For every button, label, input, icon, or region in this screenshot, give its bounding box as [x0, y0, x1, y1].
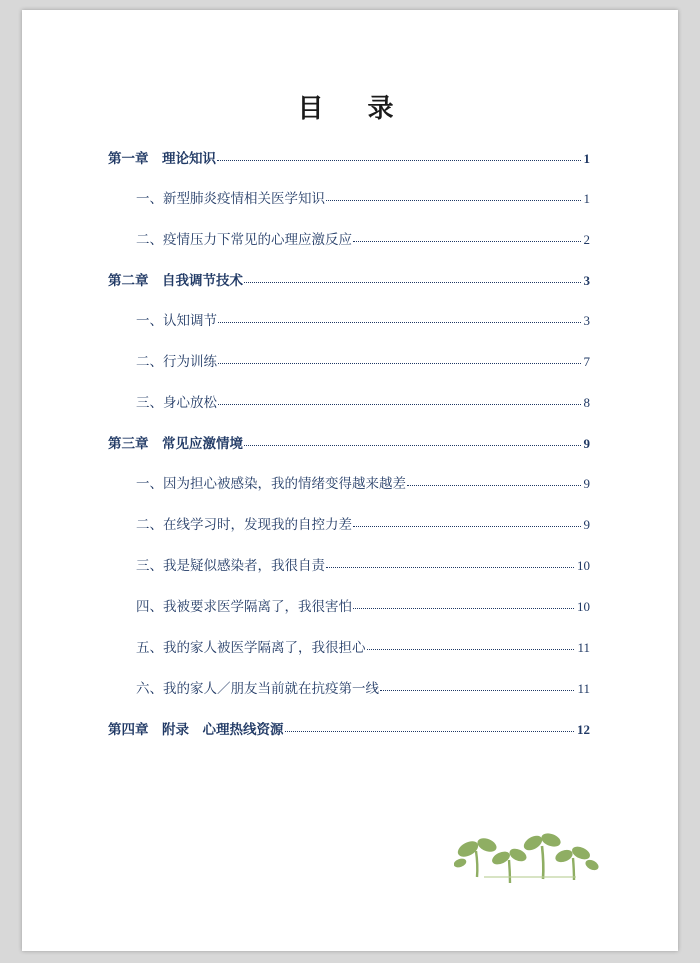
toc-entry[interactable]	[108, 309, 590, 329]
toc-entry-label: 第二章 自我调节技术	[108, 273, 243, 288]
toc-leader-dots	[218, 362, 581, 364]
toc-entry[interactable]	[108, 513, 590, 533]
toc-entry-label: 第四章 附录 心理热线资源	[108, 722, 284, 737]
toc-leader-dots	[326, 566, 574, 568]
toc-leader-dots	[217, 159, 581, 161]
toc-entry[interactable]	[108, 147, 590, 167]
toc-entry-page: 10	[577, 599, 590, 614]
toc-entry[interactable]	[108, 228, 590, 248]
toc-leader-dots	[367, 648, 575, 650]
toc-leader-dots	[380, 689, 574, 691]
toc-entry-page: 3	[583, 273, 590, 288]
toc-entry-label: 三、我是疑似感染者，我很自责	[136, 558, 325, 573]
toc-entry-label: 五、我的家人被医学隔离了，我很担心	[136, 640, 366, 655]
toc-entry-page: 2	[583, 232, 590, 247]
toc-entry-page: 9	[583, 436, 590, 451]
toc-leader-dots	[285, 730, 575, 732]
toc-entry-label: 一、认知调节	[136, 313, 217, 328]
toc-entry-page: 9	[583, 517, 590, 532]
toc-leader-dots	[407, 484, 581, 486]
toc-entry[interactable]	[108, 350, 590, 370]
sprout-illustration	[454, 825, 604, 887]
toc-entry-page: 12	[577, 722, 590, 737]
toc-entry-page: 8	[583, 395, 590, 410]
document-page	[22, 10, 678, 951]
toc-entry[interactable]	[108, 677, 590, 697]
toc-entry[interactable]	[108, 554, 590, 574]
toc-entry-label: 四、我被要求医学隔离了，我很害怕	[136, 599, 352, 614]
page-content	[22, 10, 678, 758]
toc-leader-dots	[244, 444, 581, 446]
toc-entry-page: 1	[583, 191, 590, 206]
toc-entry-label: 三、身心放松	[136, 395, 217, 410]
toc-entry-page: 11	[577, 640, 590, 655]
toc-leader-dots	[353, 525, 581, 527]
toc-entry[interactable]	[108, 472, 590, 492]
toc-entry-page: 1	[583, 151, 590, 166]
toc-entry-label: 第一章 理论知识	[108, 151, 216, 166]
toc-entry-label: 二、疫情压力下常见的心理应激反应	[136, 232, 352, 247]
toc-entry-label: 六、我的家人／朋友当前就在抗疫第一线	[136, 681, 379, 696]
toc-entry[interactable]	[108, 432, 590, 452]
table-of-contents	[22, 147, 678, 738]
toc-entry-label: 一、新型肺炎疫情相关医学知识	[136, 191, 325, 206]
toc-leader-dots	[218, 321, 581, 323]
toc-leader-dots	[353, 240, 581, 242]
toc-entry[interactable]	[108, 269, 590, 289]
toc-entry[interactable]	[108, 636, 590, 656]
toc-leader-dots	[353, 607, 574, 609]
toc-entry-label: 第三章 常见应激情境	[108, 436, 243, 451]
page-title: 目 录	[297, 94, 403, 123]
toc-entry[interactable]	[108, 595, 590, 615]
toc-leader-dots	[218, 403, 581, 405]
toc-entry-page: 9	[583, 476, 590, 491]
toc-leader-dots	[326, 199, 581, 201]
toc-entry-label: 二、在线学习时，发现我的自控力差	[136, 517, 352, 532]
toc-entry[interactable]	[108, 718, 590, 738]
toc-entry-label: 二、行为训练	[136, 354, 217, 369]
toc-entry-page: 11	[577, 681, 590, 696]
toc-entry-page: 3	[583, 313, 590, 328]
toc-entry-label: 一、因为担心被感染，我的情绪变得越来越差	[136, 476, 406, 491]
toc-entry[interactable]	[108, 391, 590, 411]
toc-entry-page: 7	[583, 354, 590, 369]
toc-entry-page: 10	[577, 558, 590, 573]
toc-leader-dots	[244, 281, 581, 283]
toc-entry[interactable]	[108, 187, 590, 207]
